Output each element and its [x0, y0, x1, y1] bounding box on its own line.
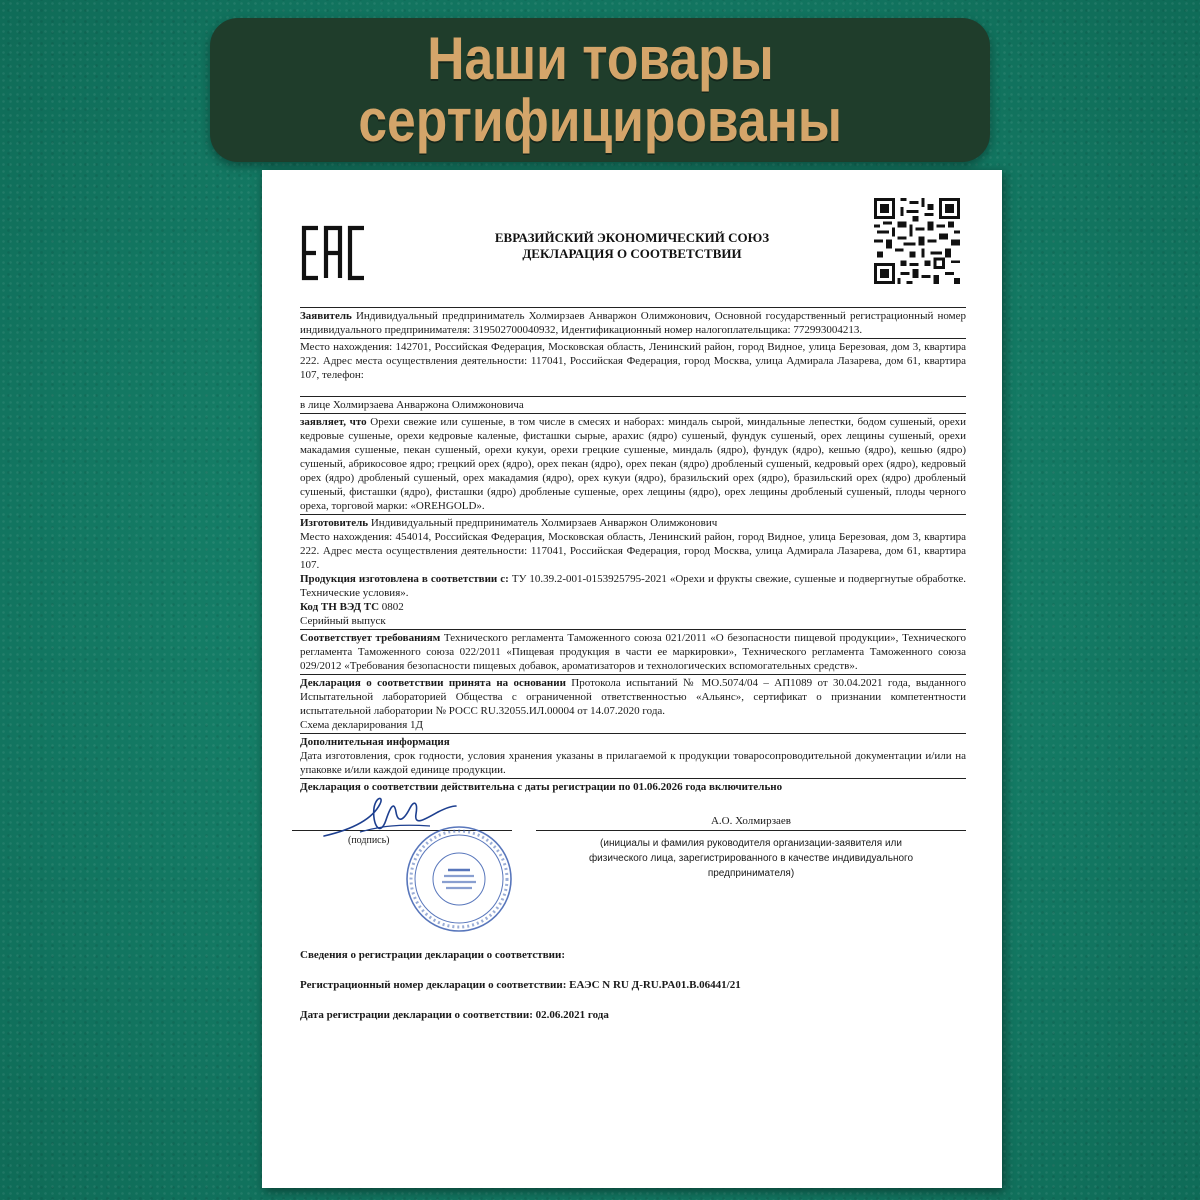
name-line	[536, 830, 966, 831]
requirements-text: Технического регламента Таможенного союза 021/2011 «О безопасности пищевой продукции», Технического регламента Таможенного союза 022/2011 «Пищевая продукция в части ее маркировки», Технического регламента Таможенного союза 029/2012 «Требования безопасности пищевых добавок, ароматизаторов и технологических вспомогательных средств».	[300, 632, 967, 672]
headline-line-1: Наши товары	[426, 25, 774, 92]
additional-label: Дополнительная информация	[300, 736, 450, 748]
declaration-title: ДЕКЛАРАЦИЯ О СООТВЕТСТВИИ	[522, 246, 742, 261]
basis-label: Декларация о соответствии принята на основании	[300, 677, 566, 689]
divider	[300, 413, 966, 414]
manufacturer-text: Индивидуальный предприниматель Холмирзаев Анваржон Олимжонович	[370, 517, 718, 529]
applicant-address-section	[300, 340, 966, 382]
requirements-label: Соответствует требованиям	[300, 632, 441, 644]
signature-label: (подпись)	[348, 835, 390, 846]
serial-release: Серийный выпуск	[300, 615, 386, 627]
declaration-document	[262, 170, 1002, 1188]
produced-standard: ТУ 10.39.2-001-0153925795-2021 «Орехи и фрукты свежие, сушеные и подвергнутые обработке. Технические условия».	[300, 573, 967, 599]
represented-by: в лице Холмирзаева Анваржона Олимжоновича	[300, 399, 524, 411]
registration-number: Регистрационный номер декларации о соответствии: ЕАЭС N RU Д-RU.PA01.B.06441/21	[300, 979, 741, 991]
declares-section	[300, 415, 966, 513]
applicant-address: Место нахождения: 142701, Российская Федерация, Московская область, Ленинский район, город Видное, улица Березовая, дом 3, квартира 222. Адрес места осуществления деятельности: 117041, Российская Федерация, город Москва, улица Адмирала Лазарева, дом 61, квартира 107, телефон:	[300, 341, 966, 381]
produced-label: Продукция изготовлена в соответствии с:	[300, 573, 509, 585]
divider	[300, 629, 966, 630]
divider	[300, 514, 966, 515]
caption-line-3: предпринимателя)	[707, 868, 795, 879]
union-title: ЕВРАЗИЙСКИЙ ЭКОНОМИЧЕСКИЙ СОЮЗ	[494, 230, 770, 245]
registration-title: Сведения о регистрации декларации о соответствии:	[300, 949, 565, 961]
caption-line-2: физического лица, зарегистрированного в качестве индивидуального	[588, 853, 914, 864]
signatory-caption	[536, 836, 966, 881]
applicant-text: Индивидуальный предприниматель Холмирзаев Анваржон Олимжонович, Основной государственный регистрационный номер индивидуального предпринимателя: 319502700040932, Идентификационный номер налогоплательщика: 772993004213.	[300, 310, 967, 336]
validity-text: Декларация о соответствии действительна с даты регистрации по 01.06.2026 года включительно	[300, 781, 783, 793]
headline-banner	[210, 18, 990, 162]
caption-line-1: (инициалы и фамилия руководителя организации-заявителя или	[600, 838, 902, 849]
code-label: Код ТН ВЭД ТС	[300, 601, 380, 613]
applicant-section	[300, 309, 966, 337]
divider	[300, 396, 966, 397]
basis-text: Протокола испытаний № МО.5074/04 – АП1089 от 30.04.2021 года, выданного Испытательной лабораторией Общества с ограниченной ответственностью «Альянс», сертификат о признании компетентности испытательной лаборатории № РОСС RU.32055.ИЛ.00004 от 14.07.2020 года.	[300, 677, 966, 717]
registration-date: Дата регистрации декларации о соответствии: 02.06.2021 года	[300, 1009, 609, 1021]
headline-line-2: сертифицированы	[358, 87, 842, 154]
declaration-scheme: Схема декларирования 1Д	[300, 719, 424, 731]
divider	[300, 778, 966, 779]
signatory-name: А.О. Холмирзаев	[710, 815, 792, 827]
code-value: 0802	[381, 601, 404, 613]
additional-section	[300, 735, 966, 777]
official-stamp	[404, 824, 514, 934]
document-header	[412, 230, 852, 262]
basis-section	[300, 676, 966, 732]
additional-text: Дата изготовления, срок годности, условия хранения указаны в прилагаемой к продукции товаросопроводительной документации и/или на упаковке и/или каждой единице продукции.	[300, 750, 966, 776]
eac-logo	[300, 224, 374, 282]
registration-section	[300, 948, 966, 1022]
product-list: Орехи свежие или сушеные, в том числе в смесях и наборах: миндаль сырой, миндальные лепестки, бодом сушеный, орехи кедровые сушеные, орехи кедровые каленые, фисташки сырые, арахис (ядро) сушеный, фундук сушеный, орех лещины сушеный, орехи макадамия сушеные, пекан сушеный, орехи кукуи, орехи грецкие сушеные, миндаль (ядро), фундук (ядро), кешью (ядро), кешью (ядро) сушеный, абрикосовое ядро; грецкий орех (ядро), орех пекан (ядро), орех пекан (ядро) дробленый сушеный, кедровый орех (ядро), кедровый орех (ядро) дробленый сушеный, орех макадамия (ядро), орех кукуи (ядро), бразильский орех (ядро), бразильский орех (ядро) дробленый сушеный, фисташки (ядро), фисташки (ядро) дробленые сушеные, орех лещины (ядро), орех лещины дробленый сушеный, плоды черного ореха, торговой марки: «OREHGOLD».	[300, 416, 966, 512]
manufacturer-section	[300, 516, 966, 628]
divider	[300, 307, 966, 308]
declares-label: заявляет, что	[300, 416, 367, 428]
manufacturer-label: Изготовитель	[300, 517, 369, 529]
applicant-label: Заявитель	[300, 310, 352, 322]
signature-block	[300, 798, 966, 948]
declaration-body	[300, 306, 966, 1038]
qr-code	[874, 198, 960, 284]
manufacturer-address: Место нахождения: 454014, Российская Федерация, Московская область, Ленинский район, город Видное, улица Березовая, дом 3, квартира 222. Адрес места осуществления деятельности: 117041, Российская Федерация, город Москва, улица Адмирала Лазарева, дом 61, квартира 107.	[300, 531, 966, 571]
divider	[300, 338, 966, 339]
requirements-section	[300, 631, 966, 673]
represented-section	[300, 398, 966, 412]
divider	[300, 674, 966, 675]
divider	[300, 733, 966, 734]
